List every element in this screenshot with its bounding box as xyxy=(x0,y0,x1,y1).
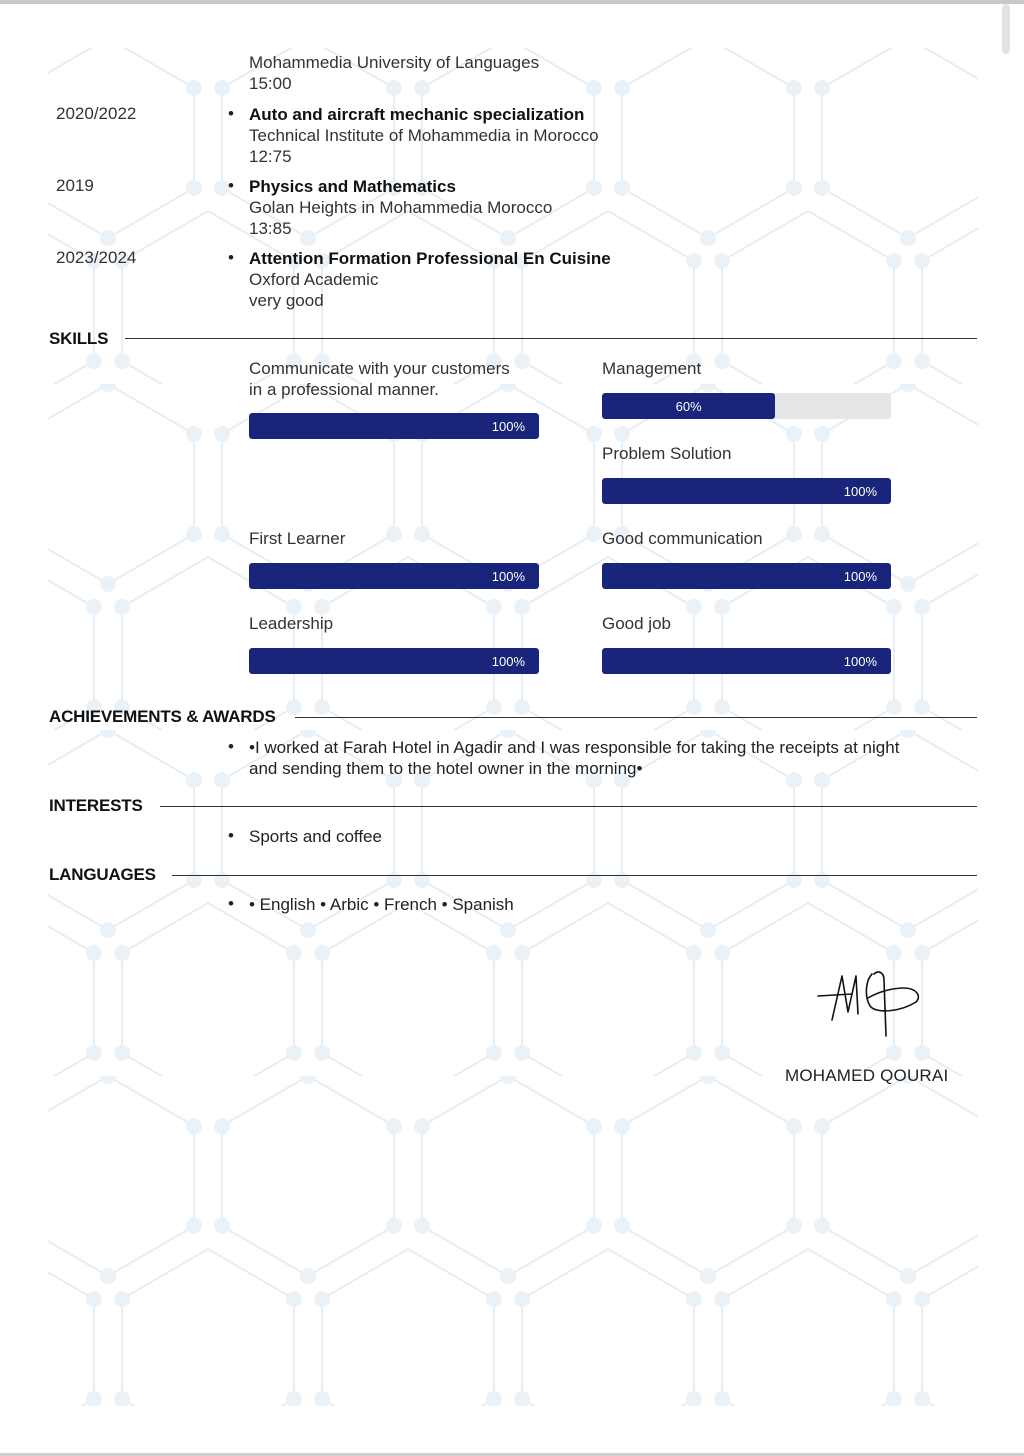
skill-progress-bar xyxy=(249,563,539,589)
skill-label: Good job xyxy=(602,614,671,633)
achievement-line: •I worked at Farah Hotel in Agadir and I was responsible for taking the receipts at night xyxy=(249,738,900,757)
skill-label: Good communication xyxy=(602,529,763,548)
education-institution: Golan Heights in Mohammedia Morocco xyxy=(249,198,553,217)
skill-progress-bar xyxy=(602,478,891,504)
skill-label: Leadership xyxy=(249,614,334,633)
education-date: 2020/2022 xyxy=(56,104,137,123)
skill-percent: 60% xyxy=(675,399,702,414)
bullet: • xyxy=(228,248,234,267)
bullet: • xyxy=(228,176,234,195)
skill-progress-bar xyxy=(602,648,891,674)
bullet: • xyxy=(228,737,234,756)
education-date: 2019 xyxy=(56,176,94,195)
education-entry-1 xyxy=(249,104,599,167)
education-date: 2023/2024 xyxy=(56,248,137,267)
language-item: • English • Arbic • French • Spanish xyxy=(249,895,514,914)
section-divider xyxy=(295,717,977,718)
section-divider xyxy=(125,338,977,339)
section-divider xyxy=(172,875,977,876)
education-grade: very good xyxy=(249,291,324,310)
skill-progress-bar xyxy=(249,413,539,439)
education-entry-0 xyxy=(249,52,539,94)
skill-label: Problem Solution xyxy=(602,444,732,463)
section-divider xyxy=(160,806,977,807)
skill-percent: 100% xyxy=(491,654,525,669)
interest-item: Sports and coffee xyxy=(249,827,382,846)
education-title: Physics and Mathematics xyxy=(249,177,456,196)
achievement-line: and sending them to the hotel owner in the morning• xyxy=(249,759,643,778)
education-title: Auto and aircraft mechanic specialization xyxy=(249,105,585,124)
handwritten-signature xyxy=(812,962,924,1042)
interests-heading: INTERESTS xyxy=(49,796,143,815)
achievement-text xyxy=(249,737,899,779)
skill-progress-bar xyxy=(249,648,539,674)
skill-label-line: in a professional manner. xyxy=(249,380,439,399)
achievements-heading: ACHIEVEMENTS & AWARDS xyxy=(49,707,276,726)
skill-progress-bar xyxy=(602,393,891,419)
skill-percent: 100% xyxy=(843,654,877,669)
education-grade: 12:75 xyxy=(249,147,292,166)
education-grade: 15:00 xyxy=(249,74,292,93)
skill-label: First Learner xyxy=(249,529,346,548)
education-grade: 13:85 xyxy=(249,219,292,238)
education-title: Attention Formation Professional En Cuisine xyxy=(249,249,611,268)
skill-percent: 100% xyxy=(843,569,877,584)
education-institution: Technical Institute of Mohammedia in Morocco xyxy=(249,126,599,145)
skill-label: Management xyxy=(602,359,702,378)
bullet: • xyxy=(228,826,234,845)
skill-progress-bar xyxy=(602,563,891,589)
education-institution: Oxford Academic xyxy=(249,270,379,289)
skill-label-line: Communicate with your customers xyxy=(249,359,510,378)
bullet: • xyxy=(228,104,234,123)
education-entry-3 xyxy=(249,248,611,311)
skills-heading: SKILLS xyxy=(49,329,109,348)
bullet: • xyxy=(228,894,234,913)
signature-name: MOHAMED QOURAI xyxy=(785,1066,949,1085)
education-entry-2 xyxy=(249,176,552,239)
skill-label xyxy=(249,358,510,400)
skill-percent: 100% xyxy=(491,419,525,434)
skill-percent: 100% xyxy=(491,569,525,584)
education-institution: Mohammedia University of Languages xyxy=(249,53,540,72)
languages-heading: LANGUAGES xyxy=(49,865,156,884)
skill-percent: 100% xyxy=(843,484,877,499)
